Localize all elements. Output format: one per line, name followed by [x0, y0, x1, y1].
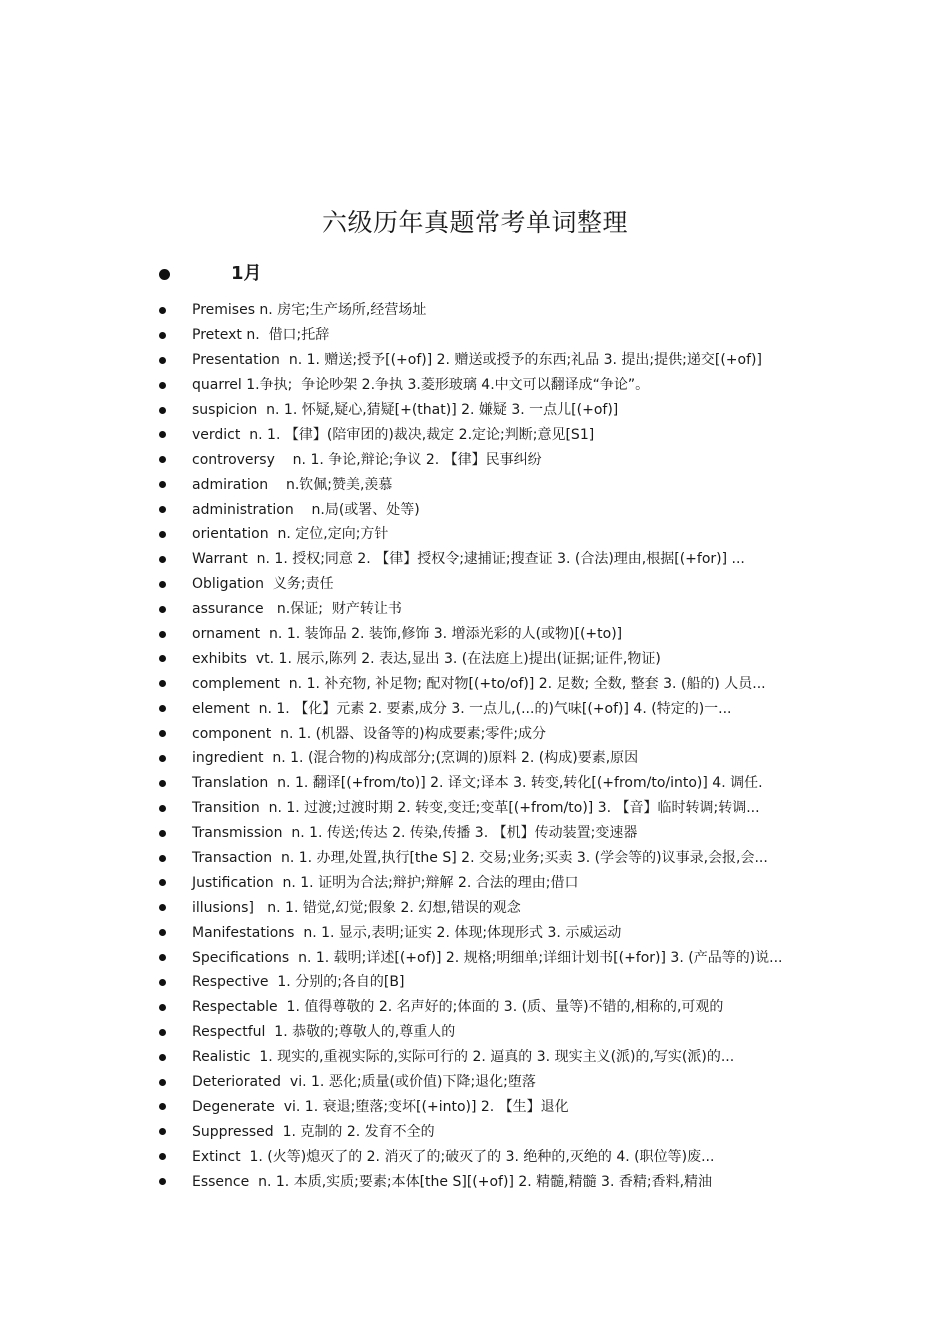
list-item — [155, 746, 795, 771]
month-heading — [155, 261, 262, 287]
list-item — [155, 920, 795, 945]
entry-text: Transmission n. 1. 传送;传达 2. 传染,传播 3. 【机】传动装置;变速器 — [192, 825, 638, 842]
entry-text: Justification n. 1. 证明为合法;辩护;辩解 2. 合法的理由;借口 — [192, 874, 579, 891]
entry-text: administration n.局(或署、处等) — [192, 501, 420, 518]
entry-text: Transaction n. 1. 办理,处置,执行[the S] 2. 交易;业务;买卖 3. (学会等的)议事录,会报,会... — [192, 850, 768, 867]
bullet-icon — [159, 1128, 166, 1135]
entry-text: admiration n.钦佩;赞美,羡慕 — [192, 476, 393, 493]
bullet-icon — [159, 954, 166, 961]
entry-text: Essence n. 1. 本质,实质;要素;本体[the S][(+of)] 2. 精髓,精髓 3. 香精;香料,精油 — [192, 1173, 713, 1190]
list-item — [155, 771, 795, 796]
bullet-icon — [159, 830, 166, 837]
bullet-icon — [159, 431, 166, 438]
entry-text: Deteriorated vi. 1. 恶化;质量(或价值)下降;退化;堕落 — [192, 1074, 536, 1091]
entry-text: Transition n. 1. 过渡;过渡时期 2. 转变,变迁;变革[(+from/to)] 3. 【音】临时转调;转调... — [192, 800, 760, 817]
bullet-icon — [159, 506, 166, 513]
list-item — [155, 547, 795, 572]
entry-text: complement n. 1. 补充物, 补足物; 配对物[(+to/of)] 2. 足数; 全数, 整套 3. (船的) 人员... — [192, 675, 766, 692]
list-item — [155, 995, 795, 1020]
bullet-icon — [159, 631, 166, 638]
list-item — [155, 497, 795, 522]
bullet-icon — [159, 531, 166, 538]
list-item — [155, 447, 795, 472]
entry-text: Respectful 1. 恭敬的;尊敬人的,尊重人的 — [192, 1024, 456, 1041]
bullet-icon — [159, 456, 166, 463]
bullet-icon — [159, 879, 166, 886]
document-title: 六级历年真题常考单词整理 — [321, 208, 628, 237]
vocabulary-list — [155, 298, 795, 1194]
entry-text: Degenerate vi. 1. 衰退;堕落;变坏[(+into)] 2. 【生】退化 — [192, 1098, 569, 1115]
list-item — [155, 671, 795, 696]
bullet-icon — [159, 979, 166, 986]
bullet-icon — [159, 655, 166, 662]
bullet-icon — [159, 1029, 166, 1036]
bullet-icon — [159, 1054, 166, 1061]
entry-text: element n. 1. 【化】元素 2. 要素,成分 3. 一点儿,(...的)气味[(+of)] 4. (特定的)一... — [192, 700, 732, 717]
entry-text: Obligation 义务;责任 — [192, 576, 334, 593]
list-item — [155, 721, 795, 746]
list-item — [155, 422, 795, 447]
bullet-icon — [159, 581, 166, 588]
list-item — [155, 298, 795, 323]
list-item — [155, 323, 795, 348]
entry-text: component n. 1. (机器、设备等的)构成要素;零件;成分 — [192, 725, 547, 742]
entry-text: orientation n. 定位,定向;方针 — [192, 526, 389, 543]
list-item — [155, 821, 795, 846]
entry-text: Translation n. 1. 翻译[(+from/to)] 2. 译文;译本 3. 转变,转化[(+from/to/into)] 4. 调任. — [192, 775, 763, 792]
list-item — [155, 398, 795, 423]
list-item — [155, 597, 795, 622]
list-item — [155, 895, 795, 920]
bullet-icon — [159, 805, 166, 812]
list-item — [155, 1119, 795, 1144]
bullet-icon — [159, 332, 166, 339]
entry-text: exhibits vt. 1. 展示,陈列 2. 表达,显出 3. (在法庭上)提出(证据;证件,物证) — [192, 650, 661, 667]
bullet-icon — [159, 780, 166, 787]
bullet-icon — [159, 407, 166, 414]
entry-text: Pretext n. 借口;托辞 — [192, 327, 330, 344]
entry-text: ornament n. 1. 装饰品 2. 装饰,修饰 3. 增添光彩的人(或物)[(+to)] — [192, 626, 623, 643]
list-item — [155, 846, 795, 871]
month-heading-label: 1月 — [231, 263, 262, 284]
list-item — [155, 1095, 795, 1120]
entry-text: verdict n. 1. 【律】(陪审团的)裁决,裁定 2.定论;判断;意见[S1] — [192, 426, 595, 443]
list-item — [155, 522, 795, 547]
list-item — [155, 945, 795, 970]
list-item — [155, 572, 795, 597]
list-item — [155, 796, 795, 821]
list-item — [155, 622, 795, 647]
list-item — [155, 970, 795, 995]
entry-text: Suppressed 1. 克制的 2. 发育不全的 — [192, 1123, 435, 1140]
list-item — [155, 646, 795, 671]
entry-text: ingredient n. 1. (混合物的)构成部分;(烹调的)原料 2. (构成)要素,原因 — [192, 750, 639, 767]
entry-text: suspicion n. 1. 怀疑,疑心,猜疑[+(that)] 2. 嫌疑 3. 一点儿[(+of)] — [192, 402, 619, 418]
entry-text: Specifications n. 1. 载明;详述[(+of)] 2. 规格;明细单;详细计划书[(+for)] 3. (产品等的)说... — [192, 949, 783, 966]
list-item — [155, 1070, 795, 1095]
bullet-icon — [159, 1079, 166, 1086]
list-item — [155, 472, 795, 497]
list-item — [155, 348, 795, 373]
entry-text: Respectable 1. 值得尊敬的 2. 名声好的;体面的 3. (质、量等)不错的,相称的,可观的 — [192, 999, 724, 1016]
entry-text: illusions] n. 1. 错觉,幻觉;假象 2. 幻想,错误的观念 — [192, 899, 521, 916]
list-item — [155, 1045, 795, 1070]
entry-text: quarrel 1.争执; 争论吵架 2.争执 3.菱形玻璃 4.中文可以翻译成“争论”。 — [192, 377, 650, 394]
list-item — [155, 1169, 795, 1194]
bullet-icon — [159, 269, 170, 280]
list-item — [155, 1020, 795, 1045]
bullet-icon — [159, 357, 166, 364]
entry-text: Warrant n. 1. 授权;同意 2. 【律】授权令;逮捕证;搜查证 3. (合法)理由,根据[(+for)] ... — [192, 551, 745, 568]
list-item — [155, 373, 795, 398]
bullet-icon — [159, 929, 166, 936]
entry-text: Manifestations n. 1. 显示,表明;证实 2. 体现;体现形式 3. 示威运动 — [192, 924, 622, 941]
list-item — [155, 696, 795, 721]
list-item — [155, 870, 795, 895]
list-item — [155, 1144, 795, 1169]
entry-text: Respective 1. 分别的;各自的[B] — [192, 974, 405, 991]
bullet-icon — [159, 606, 166, 613]
bullet-icon — [159, 730, 166, 737]
bullet-icon — [159, 1178, 166, 1185]
entry-text: Realistic 1. 现实的,重视实际的,实际可行的 2. 逼真的 3. 现实主义(派)的,写实(派)的... — [192, 1049, 735, 1066]
entry-text: controversy n. 1. 争论,辩论;争议 2. 【律】民事纠纷 — [192, 451, 542, 468]
entry-text: assurance n.保证; 财产转让书 — [192, 601, 402, 618]
entry-text: Premises n. 房宅;生产场所,经营场址 — [192, 302, 427, 319]
bullet-icon — [159, 556, 166, 563]
entry-text: Extinct 1. (火等)熄灭了的 2. 消灭了的;破灭了的 3. 绝种的,灭绝的 4. (职位等)废... — [192, 1148, 715, 1165]
bullet-icon — [159, 481, 166, 488]
bullet-icon — [159, 904, 166, 911]
bullet-icon — [159, 705, 166, 712]
entry-text: Presentation n. 1. 赠送;授予[(+of)] 2. 赠送或授予的东西;礼品 3. 提出;提供;递交[(+of)] — [192, 352, 762, 369]
bullet-icon — [159, 1004, 166, 1011]
bullet-icon — [159, 382, 166, 389]
bullet-icon — [159, 680, 166, 687]
bullet-icon — [159, 1153, 166, 1160]
bullet-icon — [159, 755, 166, 762]
bullet-icon — [159, 855, 166, 862]
bullet-icon — [159, 1103, 166, 1110]
bullet-icon — [159, 307, 166, 314]
